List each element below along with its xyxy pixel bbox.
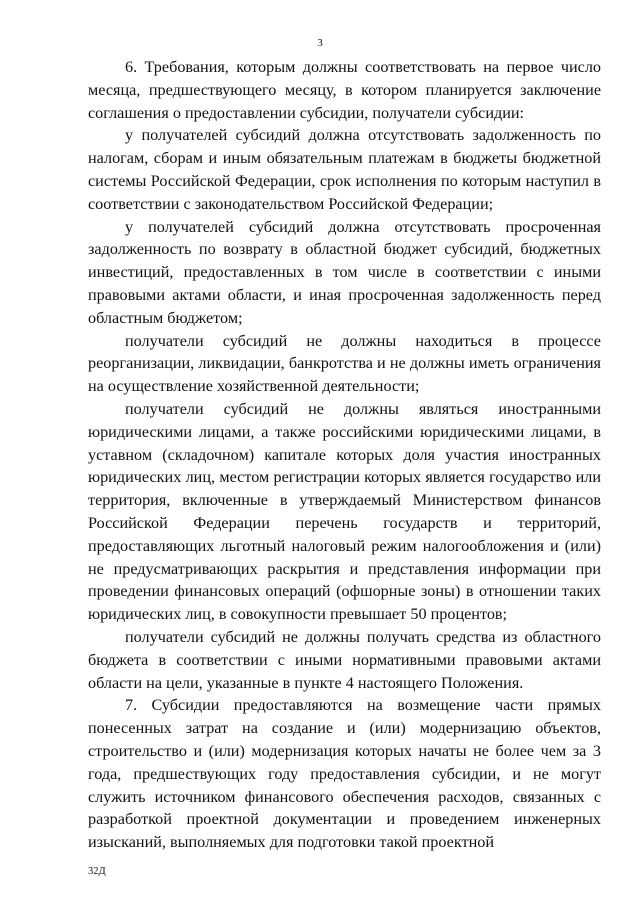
paragraph-other-funds: получатели субсидий не должны получать средства из областного бюджета в соответствии с иными нормативными правовыми актами области на цели, указанные в пункте 4 настоящего Положения.: [88, 627, 601, 692]
paragraph-reorganization: получатели субсидий не должны находиться в процессе реорганизации, ликвидации, банкротства и не должны иметь ограничения на осуществление хозяйственной деятельности;: [88, 331, 601, 396]
paragraph-section-7: 7. Субсидии предоставляются на возмещение части прямых понесенных затрат на создание и (или) модернизацию объектов, строительство и (или) модернизация которых начаты не более чем за 3 года, предшествующих году предоставления субсидии, и не могут служить источником финансового обеспечения расходов, связанных с разработкой проектной документации и проведением инженерных изысканий, выполняемых для подготовки такой проектной: [88, 696, 601, 852]
footer-code: 32Д: [88, 866, 106, 877]
document-body: [88, 56, 601, 854]
paragraph-tax-debt: у получателей субсидий должна отсутствовать задолженность по налогам, сборам и иным обязательным платежам в бюджеты бюджетной системы Российской Федерации, срок исполнения по которым наступил в соответствии с законодательством Российской Федерации;: [88, 126, 601, 213]
paragraph-section-6-intro: 6. Требования, которым должны соответствовать на первое число месяца, предшествующего месяцу, в котором планируется заключение соглашения о предоставлении субсидии, получатели субсидии:: [88, 58, 601, 122]
paragraph-overdue-debt: у получателей субсидий должна отсутствовать просроченная задолженность по возврату в областной бюджет субсидий, бюджетных инвестиций, предоставленных в том числе в соответствии с иными правовыми актами области, и иная просроченная задолженность перед областным бюджетом;: [88, 217, 601, 327]
page-number: 3: [317, 37, 323, 49]
paragraph-foreign-entities: получатели субсидий не должны являться иностранными юридическими лицами, а также российскими юридическими лицами, в уставном (складочном) капитале которых доля участия иностранных юридических лиц, местом регистрации которых является государство или территория, включенные в утверждаемый Министерством финансов Российской Федерации перечень государств и территорий, предоставляющих льготный налоговый режим налогообложения и (или) не предусматривающих раскрытия и представления информации при проведении финансовых операций (офшорные зоны) в отношении таких юридических лиц, в совокупности превышает 50 процентов;: [88, 399, 601, 624]
